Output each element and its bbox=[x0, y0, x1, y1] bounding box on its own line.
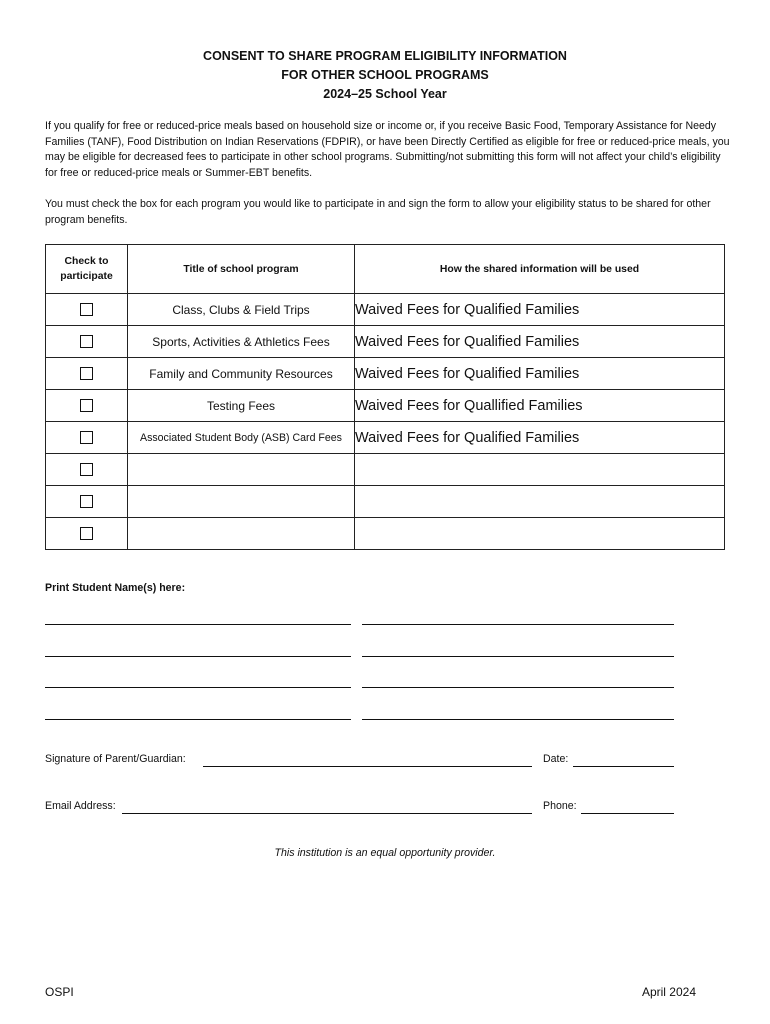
phone-line[interactable] bbox=[581, 813, 674, 814]
phone-label: Phone: bbox=[543, 800, 577, 812]
email-line[interactable] bbox=[122, 813, 532, 814]
title-line-1: CONSENT TO SHARE PROGRAM ELIGIBILITY INFORMATION bbox=[203, 49, 567, 63]
participate-checkbox[interactable] bbox=[80, 527, 93, 540]
table-row bbox=[46, 518, 725, 550]
program-usage-input[interactable] bbox=[355, 454, 725, 486]
program-usage-input[interactable] bbox=[355, 518, 725, 550]
instruction-paragraph: You must check the box for each program you would like to participate in and sign the form to allow your eligibility status to be shared for other program benefits. bbox=[45, 198, 711, 226]
title-line-2: FOR OTHER SCHOOL PROGRAMS bbox=[281, 68, 489, 82]
form-title bbox=[0, 47, 770, 104]
intro-paragraph: If you qualify for free or reduced-price meals based on household size or income or, if you receive Basic Food, Temporary Assistance for Needy Families (TANF), Food Distribution on Indian Reservations (FDPIR), or have been Directly Certified as eligible for free or reduced-price meals, you may be eligible for decreased fees to participate in other school programs. Submitting/not submitting this form will not affect your child’s eligibility for free or reduced-price meals or Summer-EBT benefits. bbox=[45, 120, 730, 179]
program-title: Class, Clubs & Field Trips bbox=[128, 294, 355, 326]
table-row bbox=[46, 326, 725, 358]
program-usage: Waived Fees for Qualified Families bbox=[355, 326, 725, 358]
student-name-line[interactable] bbox=[362, 687, 674, 688]
participate-checkbox[interactable] bbox=[80, 399, 93, 412]
footer-date: April 2024 bbox=[641, 985, 696, 999]
program-table bbox=[45, 244, 725, 550]
table-row bbox=[46, 454, 725, 486]
participate-checkbox[interactable] bbox=[80, 431, 93, 444]
participate-checkbox[interactable] bbox=[80, 303, 93, 316]
table-header-row bbox=[46, 245, 725, 294]
header-check: Check to participate bbox=[46, 245, 128, 294]
program-title: Associated Student Body (ASB) Card Fees bbox=[128, 422, 355, 454]
student-name-line[interactable] bbox=[45, 624, 351, 625]
date-line[interactable] bbox=[573, 766, 674, 767]
equal-opportunity-statement: This institution is an equal opportunity provider. bbox=[274, 847, 496, 859]
table-row bbox=[46, 358, 725, 390]
header-usage: How the shared information will be used bbox=[355, 245, 725, 294]
student-name-line[interactable] bbox=[362, 656, 674, 657]
student-name-line[interactable] bbox=[362, 719, 674, 720]
title-line-3: 2024–25 School Year bbox=[323, 87, 447, 101]
program-usage: Waived Fees for Qualified Families bbox=[355, 294, 725, 326]
student-name-line[interactable] bbox=[45, 656, 351, 657]
participate-checkbox[interactable] bbox=[80, 495, 93, 508]
program-title: Family and Community Resources bbox=[128, 358, 355, 390]
student-name-line[interactable] bbox=[45, 719, 351, 720]
participate-checkbox[interactable] bbox=[80, 367, 93, 380]
program-usage: Waived Fees for Qualified Families bbox=[355, 358, 725, 390]
student-names-label: Print Student Name(s) here: bbox=[45, 582, 186, 594]
participate-checkbox[interactable] bbox=[80, 335, 93, 348]
table-row bbox=[46, 294, 725, 326]
student-name-line[interactable] bbox=[362, 624, 674, 625]
date-label: Date: bbox=[543, 753, 569, 765]
email-label: Email Address: bbox=[45, 800, 116, 812]
program-title-input[interactable] bbox=[128, 518, 355, 550]
table-row bbox=[46, 486, 725, 518]
signature-line[interactable] bbox=[203, 766, 532, 767]
program-title-input[interactable] bbox=[128, 486, 355, 518]
header-program-title: Title of school program bbox=[128, 245, 355, 294]
program-usage: Waived Fees for Qualified Families bbox=[355, 422, 725, 454]
student-name-line[interactable] bbox=[45, 687, 351, 688]
program-title: Testing Fees bbox=[128, 390, 355, 422]
table-row bbox=[46, 422, 725, 454]
footer-agency: OSPI bbox=[45, 985, 74, 999]
program-usage: Waived Fees for Quallified Families bbox=[355, 390, 725, 422]
program-usage-input[interactable] bbox=[355, 486, 725, 518]
table-row bbox=[46, 390, 725, 422]
signature-label: Signature of Parent/Guardian: bbox=[45, 753, 186, 765]
participate-checkbox[interactable] bbox=[80, 463, 93, 476]
program-title: Sports, Activities & Athletics Fees bbox=[128, 326, 355, 358]
program-title-input[interactable] bbox=[128, 454, 355, 486]
